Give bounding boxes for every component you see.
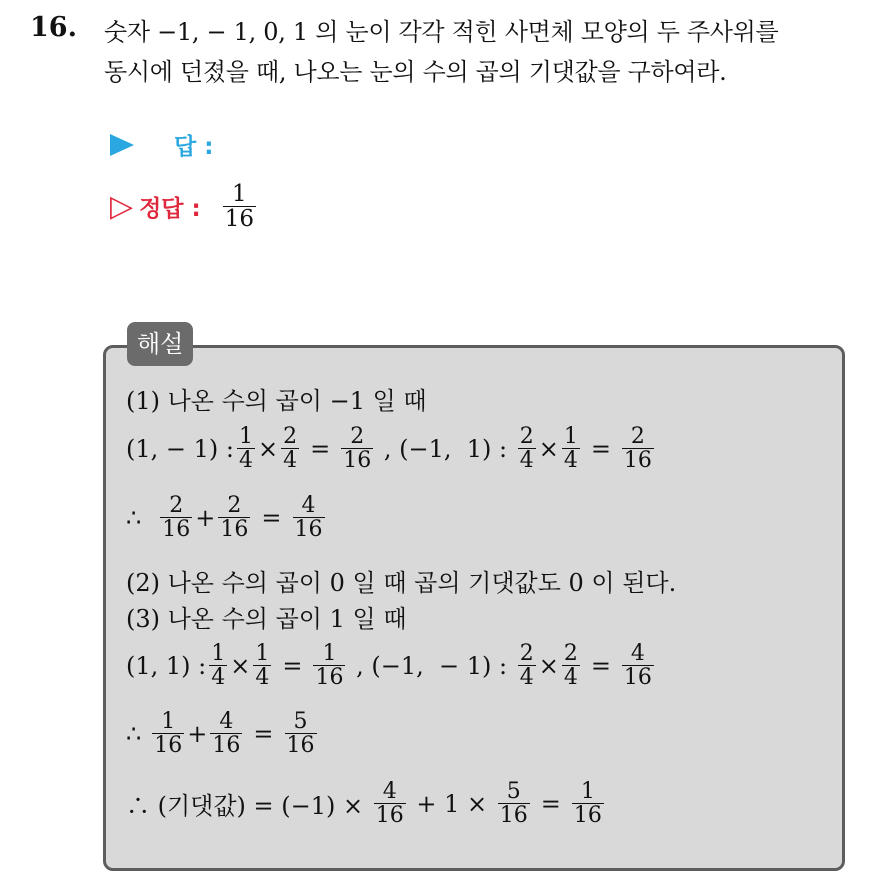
- denominator: 4: [519, 448, 534, 474]
- fraction: [160, 494, 192, 541]
- times-sign: ×: [538, 434, 559, 463]
- equals-sign: =: [253, 719, 274, 748]
- question-number: 16.: [30, 12, 77, 43]
- denominator: 4: [519, 665, 534, 691]
- numerator: 1: [322, 641, 337, 666]
- fraction: [209, 642, 227, 689]
- numerator: 1: [161, 709, 176, 734]
- numerator: 2: [563, 641, 578, 666]
- numerator: 2: [519, 424, 534, 449]
- denominator: 16: [375, 803, 404, 829]
- fraction: [341, 425, 373, 472]
- fraction: [562, 425, 580, 472]
- times-sign: ×: [538, 651, 559, 680]
- explanation-line-6: [126, 642, 657, 689]
- expected-value-expression: ∴ (기댓값) = (−1) ×: [126, 792, 371, 821]
- pair-label: , (−1, − 1) :: [348, 651, 515, 680]
- pair-label: (1, − 1) :: [126, 434, 234, 463]
- question-line-1: 숫자 −1, − 1, 0, 1 의 눈이 각각 적힌 사면체 모양의 두 주사위를: [104, 18, 779, 46]
- fraction: [518, 642, 536, 689]
- denominator: 16: [286, 733, 315, 759]
- numerator: 4: [219, 709, 234, 734]
- times-sign: ×: [257, 434, 279, 463]
- fraction: [253, 642, 271, 689]
- fraction: [210, 710, 242, 757]
- denominator: 16: [294, 517, 323, 543]
- numerator: 4: [630, 641, 645, 666]
- fraction: [498, 780, 530, 827]
- equals-sign: =: [590, 434, 611, 463]
- denominator: 4: [238, 448, 253, 474]
- explanation-line-2: [126, 425, 657, 472]
- explanation-line-8: [126, 780, 607, 827]
- denominator: 16: [224, 206, 255, 233]
- equals-sign: =: [282, 651, 303, 680]
- play-triangle-icon: [110, 134, 134, 156]
- denominator: 16: [162, 517, 191, 543]
- answer-label: 답 :: [174, 134, 214, 160]
- times-sign: ×: [230, 651, 251, 680]
- equals-sign: =: [590, 651, 611, 680]
- equals-sign: =: [261, 503, 282, 532]
- denominator: 16: [220, 517, 249, 543]
- fraction: [293, 494, 325, 541]
- explanation-line-3: [126, 494, 328, 541]
- explanation-line-5: (3) 나온 수의 곱이 1 일 때: [126, 605, 407, 633]
- numerator: 1: [255, 641, 270, 666]
- numerator: 2: [350, 424, 365, 449]
- fraction: [622, 425, 654, 472]
- question-text: [104, 12, 874, 92]
- pair-label: , (−1, 1) :: [376, 434, 515, 463]
- fraction: [218, 494, 250, 541]
- denominator: 16: [499, 803, 528, 829]
- numerator: 4: [382, 779, 397, 804]
- fraction: [572, 780, 604, 827]
- numerator: 1: [238, 424, 253, 449]
- numerator: 2: [169, 493, 184, 518]
- denominator: 16: [343, 448, 372, 474]
- question-line-2: 동시에 던졌을 때, 나오는 눈의 수의 곱의 기댓값을 구하여라.: [104, 58, 727, 86]
- fraction: [237, 425, 255, 472]
- explanation-line-7: [126, 710, 320, 757]
- plus-sign: +: [187, 719, 208, 748]
- denominator: 16: [623, 448, 652, 474]
- therefore-sign: ∴: [126, 719, 142, 748]
- explanation-tab: 해설: [127, 322, 193, 366]
- numerator: 5: [506, 779, 521, 804]
- fraction: [562, 642, 580, 689]
- correct-answer-row: [110, 182, 259, 231]
- numerator: 1: [232, 181, 247, 207]
- expression-middle: + 1 ×: [408, 789, 495, 818]
- fraction: [285, 710, 317, 757]
- numerator: 2: [283, 424, 298, 449]
- correct-answer-label: 정답 :: [139, 196, 201, 223]
- fraction: [518, 425, 536, 472]
- numerator: 1: [563, 424, 578, 449]
- denominator: 16: [623, 665, 652, 691]
- denominator: 4: [563, 665, 578, 691]
- denominator: 16: [573, 803, 602, 829]
- therefore-sign: ∴: [126, 503, 142, 532]
- denominator: 4: [255, 665, 270, 691]
- fraction: [152, 710, 184, 757]
- equals-sign: =: [540, 789, 561, 818]
- explanation-line-4: (2) 나온 수의 곱이 0 일 때 곱의 기댓값도 0 이 된다.: [126, 569, 677, 597]
- numerator: 5: [293, 709, 308, 734]
- denominator: 4: [563, 448, 578, 474]
- fraction: [622, 642, 654, 689]
- plus-sign: +: [195, 503, 216, 532]
- numerator: 1: [580, 779, 595, 804]
- denominator: 16: [154, 733, 183, 759]
- fraction: [374, 780, 406, 827]
- denominator: 4: [211, 665, 226, 691]
- denominator: 16: [212, 733, 241, 759]
- explanation-line-1: (1) 나온 수의 곱이 −1 일 때: [126, 387, 427, 415]
- outline-triangle-icon: ▷: [110, 188, 134, 224]
- answer-row: [110, 128, 213, 161]
- correct-answer-fraction: [223, 182, 256, 231]
- equals-sign: =: [310, 434, 331, 463]
- pair-label: (1, 1) :: [126, 651, 207, 680]
- denominator: 16: [315, 665, 344, 691]
- numerator: 2: [519, 641, 534, 666]
- denominator: 4: [283, 448, 298, 474]
- numerator: 2: [227, 493, 242, 518]
- fraction: [313, 642, 345, 689]
- numerator: 1: [211, 641, 226, 666]
- numerator: 2: [630, 424, 645, 449]
- numerator: 4: [301, 493, 316, 518]
- fraction: [281, 425, 299, 472]
